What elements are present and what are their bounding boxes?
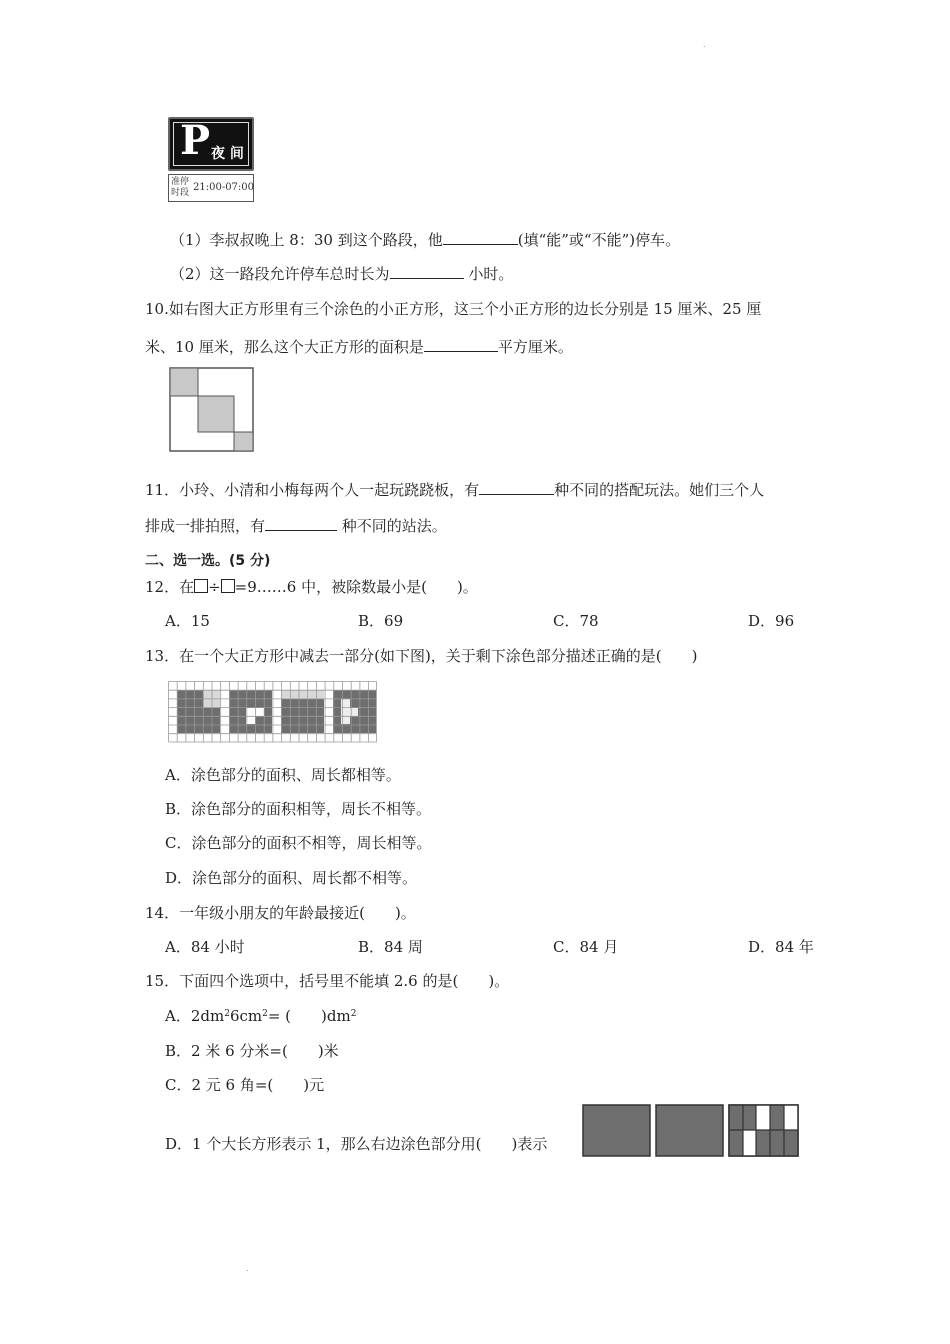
q14-stem: 14．一年级小朋友的年龄最接近( )。 bbox=[145, 904, 416, 922]
q9-sub2: （2）这一路段允许停车总时长为 小时。 bbox=[170, 265, 514, 283]
answer-blank[interactable] bbox=[443, 230, 518, 245]
parking-sign-panel bbox=[168, 117, 254, 171]
q14-option-c[interactable]: C．84 月 bbox=[553, 938, 619, 956]
q15-option-a[interactable]: A．$2dm^26cm^2=$ ( )$dm^2$ bbox=[165, 1007, 357, 1025]
q12-option-c[interactable]: C．78 bbox=[553, 612, 599, 630]
answer-blank[interactable] bbox=[424, 337, 498, 352]
q14-option-a[interactable]: A．84 小时 bbox=[165, 938, 245, 956]
small-square-1 bbox=[170, 368, 198, 396]
small-square-2 bbox=[198, 396, 234, 432]
parking-time-range: 21:00-07:00 bbox=[193, 182, 255, 193]
q13-option-c[interactable]: C．涂色部分的面积不相等，周长相等。 bbox=[165, 834, 432, 852]
parking-sign bbox=[168, 117, 254, 203]
q13-option-b[interactable]: B．涂色部分的面积相等，周长不相等。 bbox=[165, 800, 432, 818]
parking-time-panel bbox=[168, 174, 254, 202]
q13-option-d[interactable]: D．涂色部分的面积、周长都不相等。 bbox=[165, 869, 418, 887]
q11-line1: 11．小玲、小清和小梅每两个人一起玩跷跷板，有 种不同的搭配玩法。她们三个人 bbox=[145, 481, 765, 499]
q15-option-b[interactable]: B．2 米 6 分米=( )米 bbox=[165, 1042, 339, 1060]
answer-blank[interactable] bbox=[265, 516, 337, 531]
q15-option-c[interactable]: C．2 元 6 角=( )元 bbox=[165, 1076, 325, 1094]
q12-option-b[interactable]: B．69 bbox=[358, 612, 404, 630]
parking-p-letter: P bbox=[180, 117, 211, 164]
footer-dot: . bbox=[246, 1264, 249, 1273]
answer-blank[interactable] bbox=[479, 480, 554, 495]
empty-box bbox=[194, 579, 208, 593]
full-rectangle-2 bbox=[656, 1105, 723, 1156]
answer-blank[interactable] bbox=[390, 264, 464, 279]
empty-box bbox=[221, 579, 235, 593]
q15-option-d[interactable]: D．1 个大长方形表示 1，那么右边涂色部分用( )表示 bbox=[165, 1135, 548, 1153]
q10-line2: 米、10 厘米，那么这个大正方形的面积是 平方厘米。 bbox=[145, 338, 573, 356]
q14-option-b[interactable]: B．84 周 bbox=[358, 938, 423, 956]
partial-rectangle bbox=[729, 1105, 798, 1156]
q9-sub1: （1）李叔叔晚上 8：30 到这个路段，他 (填“能”或“不能”)停车。 bbox=[170, 231, 681, 249]
q13-option-a[interactable]: A．涂色部分的面积、周长都相等。 bbox=[165, 766, 401, 784]
q10-line1: 10.如右图大正方形里有三个涂色的小正方形，这三个小正方形的边长分别是 15 厘米、25 厘 bbox=[145, 300, 762, 318]
q14-option-d[interactable]: D．84 年 bbox=[748, 938, 814, 956]
q13-grid-figure bbox=[168, 681, 377, 746]
q12-option-a[interactable]: A．15 bbox=[165, 612, 210, 630]
q12-stem: 12．在 ÷ =9……6 中，被除数最小是( )。 bbox=[145, 578, 478, 596]
q11-line2: 排成一排拍照，有 种不同的站法。 bbox=[145, 517, 447, 535]
q15-rectangles-figure bbox=[582, 1104, 800, 1158]
shape-2 bbox=[229, 690, 272, 733]
section-title: 二、选一选。(5 分) bbox=[145, 553, 271, 569]
q12-option-d[interactable]: D．96 bbox=[748, 612, 795, 630]
q10-square-figure bbox=[169, 367, 255, 453]
parking-time-prefix: 准停 时段 bbox=[171, 177, 190, 198]
header-dot: . bbox=[703, 40, 706, 49]
parking-night-label: 夜 间 bbox=[211, 146, 244, 162]
full-rectangle-1 bbox=[583, 1105, 650, 1156]
q13-stem: 13．在一个大正方形中减去一部分(如下图)，关于剩下涂色部分描述正确的是( ) bbox=[145, 647, 698, 665]
small-square-3 bbox=[234, 432, 253, 451]
q15-stem: 15．下面四个选项中，括号里不能填 2.6 的是( )。 bbox=[145, 972, 510, 990]
